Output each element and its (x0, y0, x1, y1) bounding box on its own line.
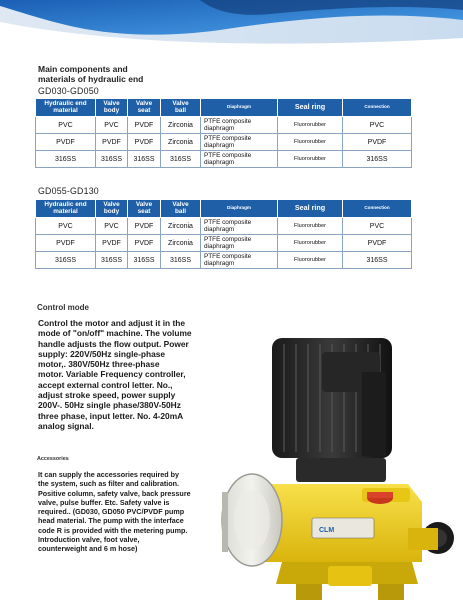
col-header-valve-ball: Valve ball (161, 99, 201, 117)
col-header-diaphragm: Diaphragm (201, 99, 278, 117)
col-header-valve-seat: Valve seat (128, 99, 161, 117)
table-row (36, 134, 412, 151)
col-header-diaphragm: Diaphragm (201, 200, 278, 218)
cell-valve-body: PVDF (96, 235, 128, 252)
cell-connection: PVDF (343, 134, 412, 151)
col-header-material: Hydraulic end material (36, 99, 96, 117)
control-line: handle adjusts the flow output. Power (38, 338, 189, 349)
col-header-valve-body: Valve body (96, 99, 128, 117)
accessories-text (38, 470, 191, 554)
cell-material: PVC (36, 117, 96, 134)
cell-valve-body: PVC (96, 117, 128, 134)
cell-seal-ring: Fluororubber (278, 252, 343, 269)
control-line: motor. Variable Frequency controller, (38, 369, 186, 380)
cell-seal-ring: Fluororubber (278, 151, 343, 168)
cell-valve-body: PVDF (96, 134, 128, 151)
model-label-2: GD055-GD130 (38, 186, 99, 196)
cell-material: PVDF (36, 134, 96, 151)
cell-valve-body: 316SS (96, 151, 128, 168)
control-mode-heading: Control mode (37, 303, 89, 312)
cell-valve-ball: 316SS (161, 151, 201, 168)
control-mode-text (38, 318, 192, 431)
materials-title-line1: Main components and (38, 64, 128, 74)
cell-seal-ring: Fluororubber (278, 235, 343, 252)
table-row (36, 151, 412, 168)
cell-valve-seat: PVDF (128, 218, 161, 235)
table-header-row (36, 99, 412, 117)
accessories-line: code R is provided with the metering pump. (38, 525, 188, 535)
materials-title (38, 64, 143, 84)
cell-valve-ball: 316SS (161, 252, 201, 269)
cell-seal-ring: Fluororubber (278, 134, 343, 151)
table-row (36, 235, 412, 252)
col-header-material: Hydraulic end material (36, 200, 96, 218)
table-row (36, 218, 412, 235)
cell-valve-seat: PVDF (128, 134, 161, 151)
accessories-line: counterweight and 6 m hose) (38, 544, 138, 554)
brand-logo: CLM (319, 527, 335, 534)
control-line: Control the motor and adjust it in the (38, 318, 186, 328)
col-header-seal-ring: Seal ring (278, 99, 343, 117)
cell-connection: PVC (343, 117, 412, 134)
cell-diaphragm: PTFE composite diaphragm (201, 218, 278, 235)
metering-pump-image (212, 332, 463, 600)
control-line: analog signal. (38, 420, 94, 431)
accessories-line: required.. (GD030, GD050 PVC/PVDF pump (38, 507, 185, 517)
cell-seal-ring: Fluororubber (278, 117, 343, 134)
col-header-valve-ball: Valve ball (161, 200, 201, 218)
cell-material: PVDF (36, 235, 96, 252)
control-line: supply: 220V/50Hz single-phase (38, 348, 166, 359)
cell-diaphragm: PTFE composite diaphragm (201, 134, 278, 151)
cell-valve-seat: 316SS (128, 151, 161, 168)
materials-table-2 (35, 199, 412, 269)
cell-valve-seat: 316SS (128, 252, 161, 269)
cell-valve-seat: PVDF (128, 235, 161, 252)
materials-table-1 (35, 98, 412, 168)
col-header-connection: Connection (343, 200, 412, 218)
control-line: 200V-. 50Hz single phase/380V-50Hz (38, 400, 181, 411)
control-line: accept external control letter. No., (38, 379, 173, 390)
model-label-1: GD030-GD050 (38, 86, 99, 96)
cell-valve-body: PVC (96, 218, 128, 235)
control-line: three phase, input letter. No. 4-20mA (38, 410, 184, 421)
cell-valve-ball: Zirconia (161, 117, 201, 134)
accessories-line: head material. The pump with the interface (38, 516, 184, 526)
control-line: motor,. 380V/50Hz three-phase (38, 359, 160, 370)
cell-connection: PVDF (343, 235, 412, 252)
control-line: mode of "on/off" machine. The volume (38, 328, 192, 339)
table-row (36, 252, 412, 269)
cell-connection: PVC (343, 218, 412, 235)
control-line: adjust stroke speed, power supply (38, 390, 176, 401)
accessories-line: the system, such as filter and calibration. (38, 479, 179, 489)
col-header-connection: Connection (343, 99, 412, 117)
col-header-valve-seat: Valve seat (128, 200, 161, 218)
col-header-seal-ring: Seal ring (278, 200, 343, 218)
cell-diaphragm: PTFE composite diaphragm (201, 151, 278, 168)
cell-connection: 316SS (343, 151, 412, 168)
accessories-line: It can supply the accessories required by (38, 470, 180, 479)
cell-material: PVC (36, 218, 96, 235)
table-header-row (36, 200, 412, 218)
cell-valve-ball: Zirconia (161, 218, 201, 235)
accessories-line: valve, pulse buffer. Etc. Safety valve is (38, 497, 170, 507)
cell-material: 316SS (36, 252, 96, 269)
cell-valve-body: 316SS (96, 252, 128, 269)
cell-diaphragm: PTFE composite diaphragm (201, 252, 278, 269)
accessories-line: Positive column, safety valve, back pressure (38, 488, 191, 498)
cell-valve-seat: PVDF (128, 117, 161, 134)
cell-connection: 316SS (343, 252, 412, 269)
accessories-line: Introduction valve, foot valve, (38, 535, 140, 545)
accessories-heading: Accessories (37, 456, 69, 462)
col-header-valve-body: Valve body (96, 200, 128, 218)
cell-material: 316SS (36, 151, 96, 168)
materials-title-line2: materials of hydraulic end (38, 74, 144, 84)
cell-diaphragm: PTFE composite diaphragm (201, 117, 278, 134)
header-wave-banner (0, 0, 463, 62)
cell-diaphragm: PTFE composite diaphragm (201, 235, 278, 252)
table-row (36, 117, 412, 134)
cell-valve-ball: Zirconia (161, 134, 201, 151)
cell-seal-ring: Fluororubber (278, 218, 343, 235)
cell-valve-ball: Zirconia (161, 235, 201, 252)
